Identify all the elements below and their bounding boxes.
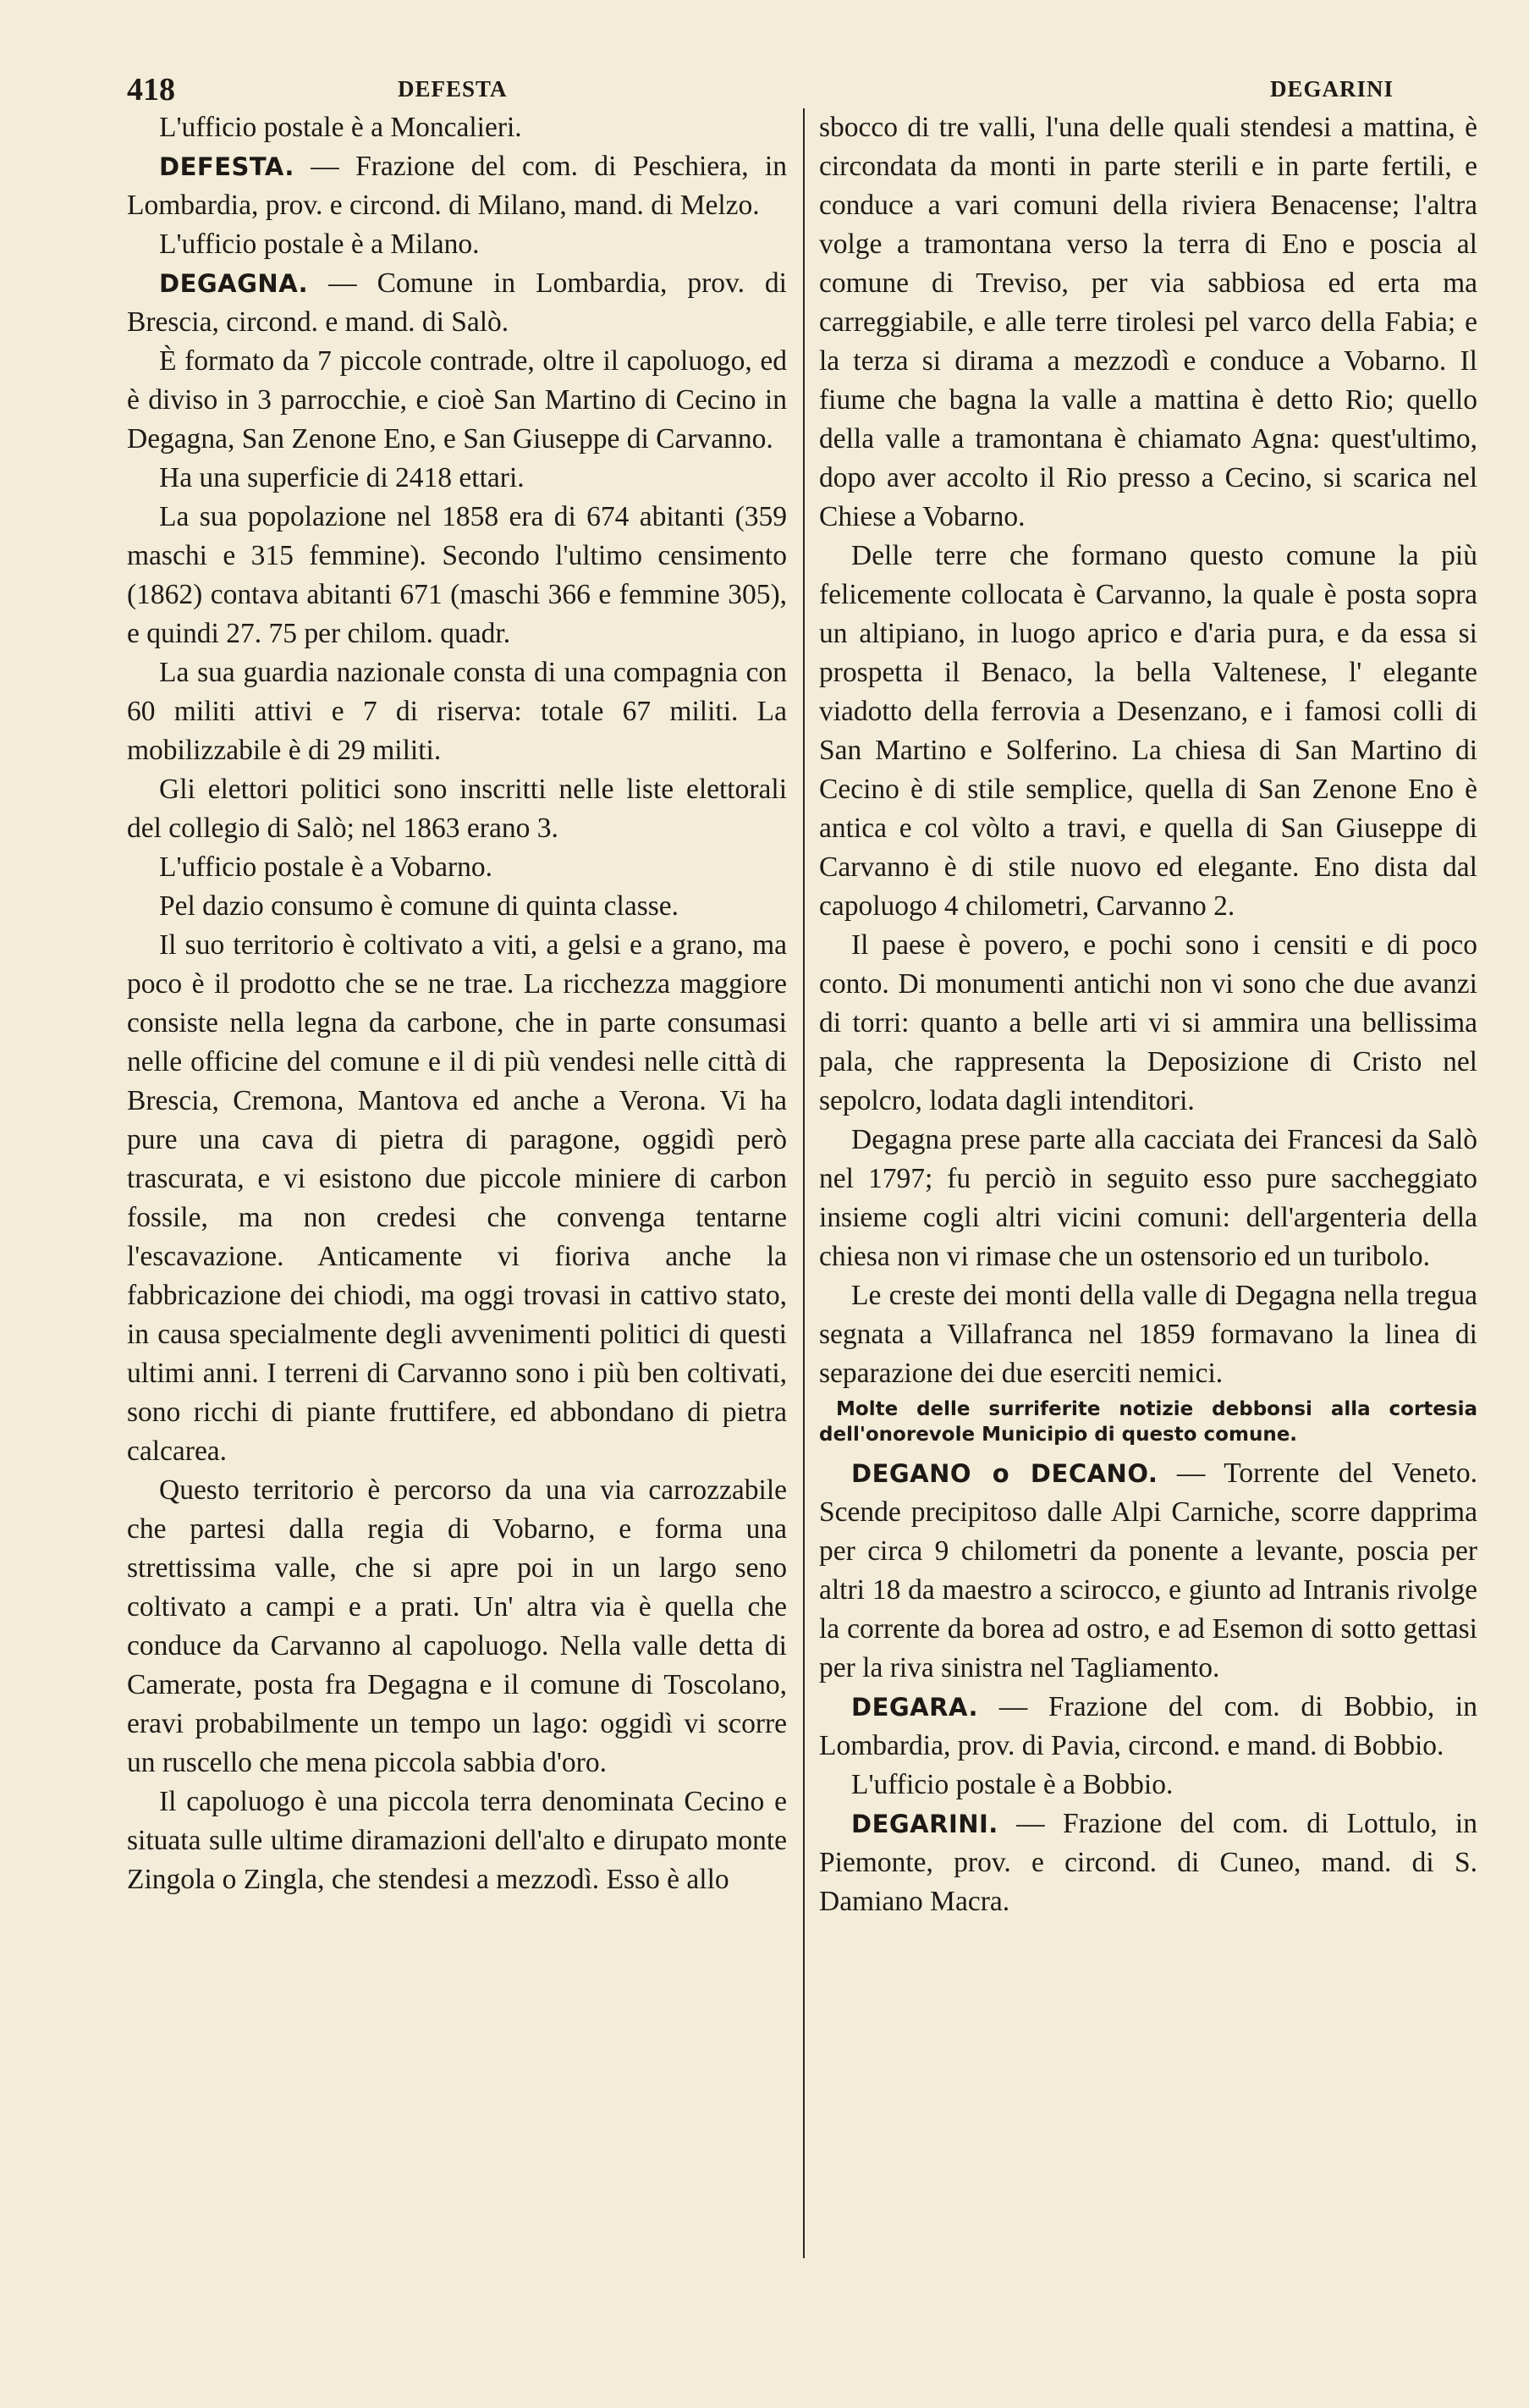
paragraph-text: Pel dazio consumo è comune di quinta classe.	[159, 890, 679, 922]
paragraph	[127, 498, 787, 653]
paragraph-text: Il capoluogo è una piccola terra denominata Cecino e situata sulle ultime diramazioni dell'alto e dirupato monte Zingola o Zingla, che stendesi a mezzodì. Esso è allo	[127, 1786, 787, 1895]
paragraph-text: L'ufficio postale è a Vobarno.	[159, 851, 492, 883]
paragraph	[127, 225, 787, 264]
entry-headword: DEGAGNA.	[159, 269, 309, 298]
paragraph-text: Il suo territorio è coltivato a viti, a gelsi e a grano, ma poco è il prodotto che se ne trae. La ricchezza maggiore consiste nella legna da carbone, che in parte consumasi nelle officine del comune e il di più vendesi nelle città di Brescia, Cremona, Mantova ed anche a Verona. Vi ha pure una cava di pietra di paragone, oggidì però trascurata, e vi esistono due piccole miniere di carbon fossile, ma non credesi che convenga tentarne l'escavazione. Anticamente vi fioriva anche la fabbricazione dei chiodi, ma oggi trovasi in cattivo stato, in causa specialmente degli avvenimenti politici di questi ultimi anni. I terreni di Carvanno sono i più ben coltivati, sono ricchi di piante fruttifere, ed abbondano di pietra calcarea.	[127, 929, 787, 1467]
paragraph	[127, 1471, 787, 1783]
paragraph-text: La sua popolazione nel 1858 era di 674 abitanti (359 maschi e 315 femmine). Secondo l'ultimo censimento (1862) contava abitanti 671 (maschi 366 e femmine 305), e quindi 27. 75 per chilom. quadr.	[127, 501, 787, 649]
paragraph-text: — Torrente del Veneto. Scende precipitoso dalle Alpi Carniche, scorre dapprima per circa 9 chilometri da ponente a levante, poscia per altri 18 da maestro a scirocco, e giunto ad Intranis rivolge la corrente da borea ad ostro, e ad Esemon di sotto gettasi per la riva sinistra nel Tagliamento.	[819, 1457, 1477, 1683]
paragraph	[127, 848, 787, 887]
paragraph	[127, 1783, 787, 1899]
paragraph	[127, 108, 787, 147]
paragraph	[819, 108, 1477, 537]
footnote	[819, 1397, 1477, 1447]
entry-paragraph	[819, 1688, 1477, 1766]
paragraph	[819, 926, 1477, 1121]
paragraph-text: Degagna prese parte alla cacciata dei Francesi da Salò nel 1797; fu perciò in seguito esso pure saccheggiato insieme cogli altri vicini comuni: dell'argenteria della chiesa non vi rimase che un ostensorio ed un turibolo.	[819, 1124, 1477, 1272]
paragraph-text: L'ufficio postale è a Milano.	[159, 229, 480, 260]
paragraph-text: L'ufficio postale è a Moncalieri.	[159, 112, 522, 143]
paragraph	[127, 926, 787, 1471]
paragraph-text: Ha una superficie di 2418 ettari.	[159, 462, 525, 493]
column-divider	[803, 108, 805, 2258]
right-column	[819, 108, 1477, 1921]
paragraph-text: Questo territorio è percorso da una via carrozzabile che partesi dalla regia di Vobarno, e forma una strettissima valle, che si apre poi in un largo seno coltivato a campi e a prati. Un' altra via è quella che conduce da Carvanno al capoluogo. Nella valle detta di Camerate, posta fra Degagna e il comune di Toscolano, eravi probabilmente un tempo un lago: oggidì vi scorre un ruscello che mena piccola sabbia d'oro.	[127, 1474, 787, 1778]
paragraph-text: Delle terre che formano questo comune la più felicemente collocata è Carvanno, la quale è posta sopra un altipiano, in luogo aprico e d'aria pura, e da essa si prospetta il Benaco, la bella Valtenese, l' elegante viadotto della ferrovia a Desenzano, e i famosi colli di San Martino e Solferino. La chiesa di San Martino di Cecino è di stile semplice, quella di San Zenone Eno è antica e col vòlto a travi, e quella di San Giuseppe di Carvanno è di stile nuovo ed elegante. Eno dista dal capoluogo 4 chilometri, Carvanno 2.	[819, 540, 1477, 922]
paragraph	[127, 459, 787, 498]
paragraph	[819, 1766, 1477, 1805]
entry-paragraph	[127, 264, 787, 342]
paragraph-text: — Frazione del com. di Lottulo, in Piemonte, prov. e circond. di Cuneo, mand. di S. Damiano Macra.	[819, 1808, 1477, 1917]
running-head-right: DEGARINI	[1269, 76, 1394, 102]
paragraph	[819, 537, 1477, 926]
paragraph-text: — Frazione del com. di Peschiera, in Lombardia, prov. e circond. di Milano, mand. di Melzo.	[127, 151, 787, 221]
entry-paragraph	[819, 1805, 1477, 1921]
page-header	[127, 71, 1394, 113]
entry-paragraph	[819, 1454, 1477, 1688]
entry-headword: DEFESTA.	[159, 152, 294, 181]
paragraph-text: — Frazione del com. di Bobbio, in Lombardia, prov. di Pavia, circond. e mand. di Bobbio.	[819, 1691, 1477, 1761]
paragraph-text: — Comune in Lombardia, prov. di Brescia, circond. e mand. di Salò.	[127, 267, 787, 338]
paragraph	[127, 342, 787, 459]
paragraph-text: L'ufficio postale è a Bobbio.	[851, 1769, 1174, 1800]
paragraph-text: La sua guardia nazionale consta di una compagnia con 60 militi attivi e 7 di riserva: totale 67 militi. La mobilizzabile è di 29 militi.	[127, 657, 787, 766]
running-head-left: DEFESTA	[398, 76, 508, 102]
left-column	[127, 108, 787, 1899]
paragraph	[819, 1276, 1477, 1393]
paragraph	[819, 1121, 1477, 1276]
paragraph-text: sbocco di tre valli, l'una delle quali stendesi a mattina, è circondata da monti in parte sterili e in parte fertili, e conduce a vari comuni della riviera Benacense; l'altra volge a tramontana verso la terra di Eno e poscia al comune di Treviso, per via sabbiosa ed erta ma carreggiabile, e alle terre tirolesi pel varco della Fabia; e la terza si dirama a mezzodì e conduce a Vobarno. Il fiume che bagna la valle a mattina è detto Rio; quello della valle a tramontana è chiamato Agna: quest'ultimo, dopo aver accolto il Rio presso a Cecino, si scarica nel Chiese a Vobarno.	[819, 112, 1477, 532]
paragraph-text: Il paese è povero, e pochi sono i censiti e di poco conto. Di monumenti antichi non vi sono che due avanzi di torri: quanto a belle arti vi si ammira una bellissima pala, che rappresenta la Deposizione di Cristo nel sepolcro, lodata dagli intenditori.	[819, 929, 1477, 1116]
entry-headword: DEGARA.	[851, 1693, 978, 1722]
paragraph-text: È formato da 7 piccole contrade, oltre il capoluogo, ed è diviso in 3 parrocchie, e cioè San Martino di Cecino in Degagna, San Zenone Eno, e San Giuseppe di Carvanno.	[127, 345, 787, 455]
entry-paragraph	[127, 147, 787, 225]
entry-headword: DEGANO o DECANO.	[851, 1459, 1158, 1488]
paragraph	[127, 887, 787, 926]
paragraph-text: Gli elettori politici sono inscritti nelle liste elettorali del collegio di Salò; nel 1863 erano 3.	[127, 774, 787, 844]
paragraph-text: Molte delle surriferite notizie debbonsi alla cortesia dell'onorevole Municipio di questo comune.	[819, 1398, 1477, 1446]
page-number: 418	[127, 72, 175, 107]
paragraph-text: Le creste dei monti della valle di Degagna nella tregua segnata a Villafranca nel 1859 formavano la linea di separazione dei due eserciti nemici.	[819, 1280, 1477, 1389]
paragraph	[127, 770, 787, 848]
paragraph	[127, 653, 787, 770]
entry-headword: DEGARINI.	[851, 1810, 998, 1838]
